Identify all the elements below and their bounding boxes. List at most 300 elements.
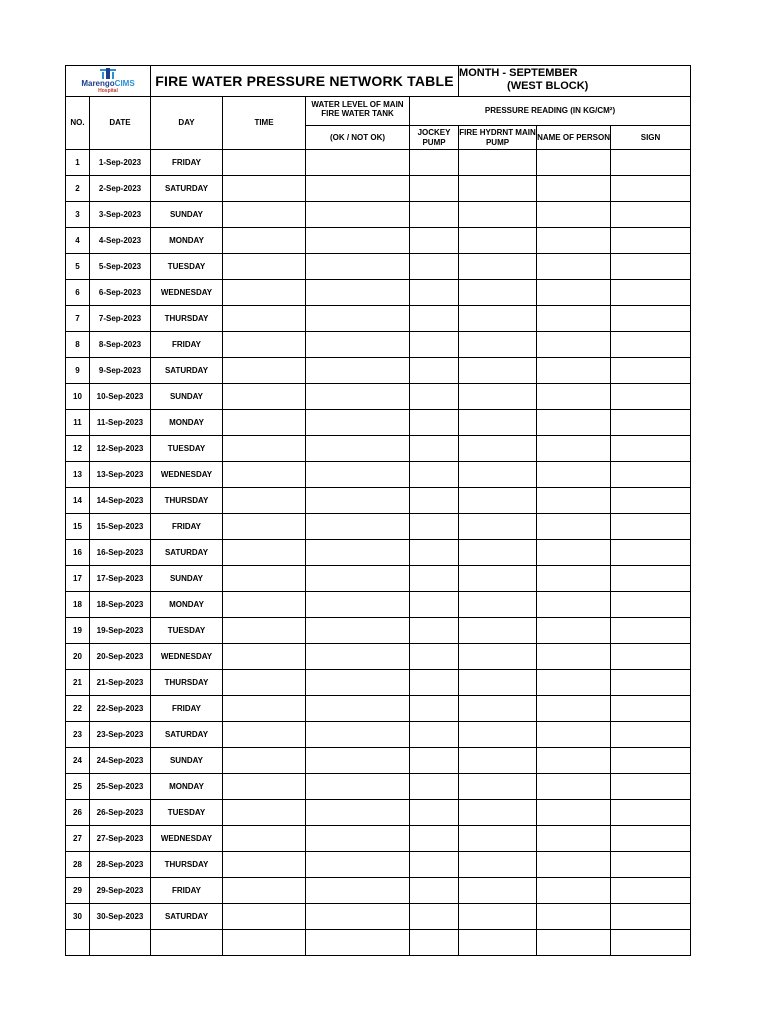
sign-entry-cell[interactable] bbox=[611, 150, 691, 176]
row-no: 2 bbox=[66, 176, 90, 202]
water-level-entry-cell[interactable] bbox=[306, 852, 410, 878]
row-date: 12-Sep-2023 bbox=[90, 436, 151, 462]
table-row bbox=[66, 618, 691, 644]
jockey-pump-entry-cell[interactable] bbox=[410, 150, 459, 176]
hospital-logo bbox=[66, 68, 150, 94]
col-header-day: DAY bbox=[151, 97, 223, 150]
water-level-entry-cell[interactable] bbox=[306, 592, 410, 618]
row-no: 19 bbox=[66, 618, 90, 644]
fire-hydrant-entry-cell[interactable] bbox=[459, 280, 537, 306]
col-header-pressure-reading: PRESSURE READING (IN KG/CM²) bbox=[410, 97, 691, 126]
jockey-pump-entry-cell[interactable] bbox=[410, 826, 459, 852]
row-no: 6 bbox=[66, 280, 90, 306]
sign-entry-cell[interactable] bbox=[611, 852, 691, 878]
table-row bbox=[66, 540, 691, 566]
row-no: 20 bbox=[66, 644, 90, 670]
table-row bbox=[66, 202, 691, 228]
row-no: 18 bbox=[66, 592, 90, 618]
row-date: 8-Sep-2023 bbox=[90, 332, 151, 358]
row-day: MONDAY bbox=[151, 228, 223, 254]
sign-entry-cell[interactable] bbox=[611, 722, 691, 748]
row-no: 10 bbox=[66, 384, 90, 410]
table-row bbox=[66, 826, 691, 852]
fire-hydrant-entry-cell[interactable] bbox=[459, 358, 537, 384]
jockey-pump-entry-cell[interactable] bbox=[410, 774, 459, 800]
name-of-person-entry-cell[interactable] bbox=[537, 436, 611, 462]
row-date: 5-Sep-2023 bbox=[90, 254, 151, 280]
sign-entry-cell[interactable] bbox=[611, 332, 691, 358]
jockey-pump-entry-cell[interactable] bbox=[410, 618, 459, 644]
row-date: 28-Sep-2023 bbox=[90, 852, 151, 878]
logo-brand-part2: CIMS bbox=[114, 79, 135, 88]
row-date: 19-Sep-2023 bbox=[90, 618, 151, 644]
row-date bbox=[90, 930, 151, 956]
row-no: 24 bbox=[66, 748, 90, 774]
water-level-entry-cell[interactable] bbox=[306, 410, 410, 436]
water-level-entry-cell[interactable] bbox=[306, 904, 410, 930]
sign-entry-cell[interactable] bbox=[611, 566, 691, 592]
water-level-entry-cell[interactable] bbox=[306, 748, 410, 774]
row-no: 5 bbox=[66, 254, 90, 280]
row-no: 17 bbox=[66, 566, 90, 592]
row-date: 30-Sep-2023 bbox=[90, 904, 151, 930]
row-day: TUESDAY bbox=[151, 800, 223, 826]
row-day: SATURDAY bbox=[151, 722, 223, 748]
row-day: THURSDAY bbox=[151, 488, 223, 514]
jockey-pump-entry-cell[interactable] bbox=[410, 644, 459, 670]
row-no: 29 bbox=[66, 878, 90, 904]
water-level-entry-cell[interactable] bbox=[306, 462, 410, 488]
water-level-entry-cell[interactable] bbox=[306, 930, 410, 956]
month-label: MONTH - SEPTEMBER bbox=[459, 67, 578, 79]
time-entry-cell[interactable] bbox=[223, 332, 306, 358]
time-entry-cell[interactable] bbox=[223, 306, 306, 332]
time-entry-cell[interactable] bbox=[223, 878, 306, 904]
name-of-person-entry-cell[interactable] bbox=[537, 670, 611, 696]
sign-entry-cell[interactable] bbox=[611, 930, 691, 956]
fire-hydrant-entry-cell[interactable] bbox=[459, 800, 537, 826]
water-level-entry-cell[interactable] bbox=[306, 150, 410, 176]
water-level-entry-cell[interactable] bbox=[306, 800, 410, 826]
time-entry-cell[interactable] bbox=[223, 852, 306, 878]
jockey-pump-entry-cell[interactable] bbox=[410, 514, 459, 540]
time-entry-cell[interactable] bbox=[223, 514, 306, 540]
jockey-pump-entry-cell[interactable] bbox=[410, 462, 459, 488]
time-entry-cell[interactable] bbox=[223, 904, 306, 930]
name-of-person-entry-cell[interactable] bbox=[537, 592, 611, 618]
month-cell bbox=[459, 66, 691, 97]
time-entry-cell[interactable] bbox=[223, 670, 306, 696]
time-entry-cell[interactable] bbox=[223, 410, 306, 436]
logo-brand-part1: Marengo bbox=[81, 79, 115, 88]
row-day: WEDNESDAY bbox=[151, 462, 223, 488]
row-date: 16-Sep-2023 bbox=[90, 540, 151, 566]
logo-mark-icon bbox=[97, 68, 119, 79]
table-row bbox=[66, 800, 691, 826]
row-date: 21-Sep-2023 bbox=[90, 670, 151, 696]
col-header-water-level: WATER LEVEL OF MAIN FIRE WATER TANK bbox=[306, 97, 410, 126]
row-day: FRIDAY bbox=[151, 696, 223, 722]
fire-hydrant-entry-cell[interactable] bbox=[459, 176, 537, 202]
water-level-entry-cell[interactable] bbox=[306, 384, 410, 410]
row-no: 23 bbox=[66, 722, 90, 748]
jockey-pump-entry-cell[interactable] bbox=[410, 306, 459, 332]
sign-entry-cell[interactable] bbox=[611, 514, 691, 540]
sign-entry-cell[interactable] bbox=[611, 774, 691, 800]
fire-hydrant-entry-cell[interactable] bbox=[459, 774, 537, 800]
name-of-person-entry-cell[interactable] bbox=[537, 618, 611, 644]
name-of-person-entry-cell[interactable] bbox=[537, 904, 611, 930]
table-row bbox=[66, 150, 691, 176]
logo-brand bbox=[81, 79, 134, 88]
fire-hydrant-entry-cell[interactable] bbox=[459, 514, 537, 540]
time-entry-cell[interactable] bbox=[223, 592, 306, 618]
name-of-person-entry-cell[interactable] bbox=[537, 306, 611, 332]
sign-entry-cell[interactable] bbox=[611, 670, 691, 696]
time-entry-cell[interactable] bbox=[223, 358, 306, 384]
table-row bbox=[66, 410, 691, 436]
sign-entry-cell[interactable] bbox=[611, 800, 691, 826]
fire-hydrant-entry-cell[interactable] bbox=[459, 306, 537, 332]
name-of-person-entry-cell[interactable] bbox=[537, 566, 611, 592]
fire-hydrant-entry-cell[interactable] bbox=[459, 904, 537, 930]
jockey-pump-entry-cell[interactable] bbox=[410, 722, 459, 748]
row-day: TUESDAY bbox=[151, 436, 223, 462]
row-day: SUNDAY bbox=[151, 384, 223, 410]
row-date: 10-Sep-2023 bbox=[90, 384, 151, 410]
row-date: 7-Sep-2023 bbox=[90, 306, 151, 332]
row-no: 9 bbox=[66, 358, 90, 384]
header-row-1 bbox=[66, 97, 691, 126]
fire-hydrant-entry-cell[interactable] bbox=[459, 644, 537, 670]
row-no: 12 bbox=[66, 436, 90, 462]
name-of-person-entry-cell[interactable] bbox=[537, 514, 611, 540]
name-of-person-entry-cell[interactable] bbox=[537, 410, 611, 436]
row-date: 3-Sep-2023 bbox=[90, 202, 151, 228]
sign-entry-cell[interactable] bbox=[611, 878, 691, 904]
fire-hydrant-entry-cell[interactable] bbox=[459, 228, 537, 254]
row-day: SATURDAY bbox=[151, 904, 223, 930]
row-no: 25 bbox=[66, 774, 90, 800]
row-date: 22-Sep-2023 bbox=[90, 696, 151, 722]
col-header-date: DATE bbox=[90, 97, 151, 150]
water-level-entry-cell[interactable] bbox=[306, 540, 410, 566]
water-level-entry-cell[interactable] bbox=[306, 566, 410, 592]
sign-entry-cell[interactable] bbox=[611, 644, 691, 670]
row-date: 23-Sep-2023 bbox=[90, 722, 151, 748]
row-no: 8 bbox=[66, 332, 90, 358]
col-header-ok-not-ok: (OK / NOT OK) bbox=[306, 126, 410, 150]
table-row bbox=[66, 436, 691, 462]
name-of-person-entry-cell[interactable] bbox=[537, 254, 611, 280]
water-level-entry-cell[interactable] bbox=[306, 280, 410, 306]
row-date: 17-Sep-2023 bbox=[90, 566, 151, 592]
table-row bbox=[66, 722, 691, 748]
row-no: 7 bbox=[66, 306, 90, 332]
time-entry-cell[interactable] bbox=[223, 800, 306, 826]
fire-hydrant-entry-cell[interactable] bbox=[459, 384, 537, 410]
sign-entry-cell[interactable] bbox=[611, 540, 691, 566]
row-date: 27-Sep-2023 bbox=[90, 826, 151, 852]
water-level-entry-cell[interactable] bbox=[306, 332, 410, 358]
jockey-pump-entry-cell[interactable] bbox=[410, 384, 459, 410]
row-no: 26 bbox=[66, 800, 90, 826]
jockey-pump-entry-cell[interactable] bbox=[410, 930, 459, 956]
col-header-jockey-pump: JOCKEY PUMP bbox=[410, 126, 459, 150]
jockey-pump-entry-cell[interactable] bbox=[410, 670, 459, 696]
fire-hydrant-entry-cell[interactable] bbox=[459, 540, 537, 566]
fire-hydrant-entry-cell[interactable] bbox=[459, 930, 537, 956]
fire-hydrant-entry-cell[interactable] bbox=[459, 462, 537, 488]
jockey-pump-entry-cell[interactable] bbox=[410, 800, 459, 826]
time-entry-cell[interactable] bbox=[223, 722, 306, 748]
water-level-entry-cell[interactable] bbox=[306, 618, 410, 644]
name-of-person-entry-cell[interactable] bbox=[537, 852, 611, 878]
jockey-pump-entry-cell[interactable] bbox=[410, 358, 459, 384]
fire-hydrant-entry-cell[interactable] bbox=[459, 722, 537, 748]
fire-hydrant-entry-cell[interactable] bbox=[459, 670, 537, 696]
row-date: 14-Sep-2023 bbox=[90, 488, 151, 514]
time-entry-cell[interactable] bbox=[223, 176, 306, 202]
fire-hydrant-entry-cell[interactable] bbox=[459, 254, 537, 280]
name-of-person-entry-cell[interactable] bbox=[537, 800, 611, 826]
jockey-pump-entry-cell[interactable] bbox=[410, 904, 459, 930]
name-of-person-entry-cell[interactable] bbox=[537, 176, 611, 202]
name-of-person-entry-cell[interactable] bbox=[537, 228, 611, 254]
fire-hydrant-entry-cell[interactable] bbox=[459, 826, 537, 852]
water-level-entry-cell[interactable] bbox=[306, 878, 410, 904]
time-entry-cell[interactable] bbox=[223, 644, 306, 670]
fire-hydrant-entry-cell[interactable] bbox=[459, 748, 537, 774]
water-level-entry-cell[interactable] bbox=[306, 774, 410, 800]
row-no bbox=[66, 930, 90, 956]
row-no: 11 bbox=[66, 410, 90, 436]
water-level-entry-cell[interactable] bbox=[306, 306, 410, 332]
name-of-person-entry-cell[interactable] bbox=[537, 696, 611, 722]
jockey-pump-entry-cell[interactable] bbox=[410, 696, 459, 722]
time-entry-cell[interactable] bbox=[223, 436, 306, 462]
jockey-pump-entry-cell[interactable] bbox=[410, 878, 459, 904]
table-row bbox=[66, 384, 691, 410]
table-row bbox=[66, 332, 691, 358]
fire-hydrant-entry-cell[interactable] bbox=[459, 852, 537, 878]
row-day: SUNDAY bbox=[151, 566, 223, 592]
row-no: 22 bbox=[66, 696, 90, 722]
fire-hydrant-entry-cell[interactable] bbox=[459, 332, 537, 358]
sign-entry-cell[interactable] bbox=[611, 462, 691, 488]
row-no: 27 bbox=[66, 826, 90, 852]
row-day: TUESDAY bbox=[151, 618, 223, 644]
row-day: SATURDAY bbox=[151, 358, 223, 384]
col-header-name-of-person: NAME OF PERSON bbox=[537, 126, 611, 150]
water-level-entry-cell[interactable] bbox=[306, 514, 410, 540]
table-row bbox=[66, 852, 691, 878]
row-day: THURSDAY bbox=[151, 852, 223, 878]
water-level-entry-cell[interactable] bbox=[306, 644, 410, 670]
row-date: 18-Sep-2023 bbox=[90, 592, 151, 618]
sign-entry-cell[interactable] bbox=[611, 228, 691, 254]
name-of-person-entry-cell[interactable] bbox=[537, 150, 611, 176]
fire-hydrant-entry-cell[interactable] bbox=[459, 592, 537, 618]
jockey-pump-entry-cell[interactable] bbox=[410, 254, 459, 280]
col-header-no: NO. bbox=[66, 97, 90, 150]
jockey-pump-entry-cell[interactable] bbox=[410, 410, 459, 436]
row-day: SUNDAY bbox=[151, 748, 223, 774]
row-no: 30 bbox=[66, 904, 90, 930]
row-day: TUESDAY bbox=[151, 254, 223, 280]
name-of-person-entry-cell[interactable] bbox=[537, 462, 611, 488]
table-row bbox=[66, 670, 691, 696]
jockey-pump-entry-cell[interactable] bbox=[410, 176, 459, 202]
table-row bbox=[66, 904, 691, 930]
water-level-entry-cell[interactable] bbox=[306, 722, 410, 748]
sign-entry-cell[interactable] bbox=[611, 826, 691, 852]
time-entry-cell[interactable] bbox=[223, 930, 306, 956]
time-entry-cell[interactable] bbox=[223, 696, 306, 722]
water-level-entry-cell[interactable] bbox=[306, 826, 410, 852]
name-of-person-entry-cell[interactable] bbox=[537, 280, 611, 306]
fire-hydrant-entry-cell[interactable] bbox=[459, 696, 537, 722]
name-of-person-entry-cell[interactable] bbox=[537, 878, 611, 904]
table-row bbox=[66, 514, 691, 540]
row-date: 4-Sep-2023 bbox=[90, 228, 151, 254]
sign-entry-cell[interactable] bbox=[611, 904, 691, 930]
fire-hydrant-entry-cell[interactable] bbox=[459, 618, 537, 644]
table-row bbox=[66, 254, 691, 280]
time-entry-cell[interactable] bbox=[223, 202, 306, 228]
time-entry-cell[interactable] bbox=[223, 826, 306, 852]
table-row bbox=[66, 774, 691, 800]
row-day: SATURDAY bbox=[151, 540, 223, 566]
time-entry-cell[interactable] bbox=[223, 540, 306, 566]
time-entry-cell[interactable] bbox=[223, 280, 306, 306]
name-of-person-entry-cell[interactable] bbox=[537, 722, 611, 748]
row-day: THURSDAY bbox=[151, 670, 223, 696]
jockey-pump-entry-cell[interactable] bbox=[410, 436, 459, 462]
fire-hydrant-entry-cell[interactable] bbox=[459, 410, 537, 436]
fire-hydrant-entry-cell[interactable] bbox=[459, 878, 537, 904]
jockey-pump-entry-cell[interactable] bbox=[410, 228, 459, 254]
time-entry-cell[interactable] bbox=[223, 254, 306, 280]
water-level-entry-cell[interactable] bbox=[306, 488, 410, 514]
sign-entry-cell[interactable] bbox=[611, 696, 691, 722]
name-of-person-entry-cell[interactable] bbox=[537, 930, 611, 956]
time-entry-cell[interactable] bbox=[223, 618, 306, 644]
water-level-entry-cell[interactable] bbox=[306, 358, 410, 384]
sign-entry-cell[interactable] bbox=[611, 618, 691, 644]
sign-entry-cell[interactable] bbox=[611, 488, 691, 514]
row-date: 9-Sep-2023 bbox=[90, 358, 151, 384]
fire-water-pressure-table bbox=[65, 65, 691, 956]
table-row bbox=[66, 696, 691, 722]
block-label: (WEST BLOCK) bbox=[507, 80, 589, 92]
time-entry-cell[interactable] bbox=[223, 774, 306, 800]
col-header-time: TIME bbox=[223, 97, 306, 150]
sign-entry-cell[interactable] bbox=[611, 410, 691, 436]
time-entry-cell[interactable] bbox=[223, 488, 306, 514]
time-entry-cell[interactable] bbox=[223, 150, 306, 176]
sign-entry-cell[interactable] bbox=[611, 748, 691, 774]
table-row bbox=[66, 930, 691, 956]
sign-entry-cell[interactable] bbox=[611, 384, 691, 410]
water-level-entry-cell[interactable] bbox=[306, 436, 410, 462]
name-of-person-entry-cell[interactable] bbox=[537, 202, 611, 228]
fire-hydrant-entry-cell[interactable] bbox=[459, 202, 537, 228]
table-row bbox=[66, 592, 691, 618]
row-date: 24-Sep-2023 bbox=[90, 748, 151, 774]
jockey-pump-entry-cell[interactable] bbox=[410, 592, 459, 618]
time-entry-cell[interactable] bbox=[223, 462, 306, 488]
jockey-pump-entry-cell[interactable] bbox=[410, 488, 459, 514]
sign-entry-cell[interactable] bbox=[611, 176, 691, 202]
water-level-entry-cell[interactable] bbox=[306, 228, 410, 254]
table-row bbox=[66, 878, 691, 904]
name-of-person-entry-cell[interactable] bbox=[537, 332, 611, 358]
row-day: FRIDAY bbox=[151, 150, 223, 176]
table-row bbox=[66, 644, 691, 670]
row-date: 20-Sep-2023 bbox=[90, 644, 151, 670]
fire-hydrant-entry-cell[interactable] bbox=[459, 566, 537, 592]
page-title: FIRE WATER PRESSURE NETWORK TABLE bbox=[151, 66, 459, 97]
sign-entry-cell[interactable] bbox=[611, 592, 691, 618]
sign-entry-cell[interactable] bbox=[611, 254, 691, 280]
time-entry-cell[interactable] bbox=[223, 748, 306, 774]
name-of-person-entry-cell[interactable] bbox=[537, 748, 611, 774]
water-level-entry-cell[interactable] bbox=[306, 202, 410, 228]
water-level-entry-cell[interactable] bbox=[306, 176, 410, 202]
name-of-person-entry-cell[interactable] bbox=[537, 774, 611, 800]
water-level-entry-cell[interactable] bbox=[306, 696, 410, 722]
fire-hydrant-entry-cell[interactable] bbox=[459, 488, 537, 514]
sign-entry-cell[interactable] bbox=[611, 280, 691, 306]
jockey-pump-entry-cell[interactable] bbox=[410, 566, 459, 592]
water-level-entry-cell[interactable] bbox=[306, 254, 410, 280]
jockey-pump-entry-cell[interactable] bbox=[410, 202, 459, 228]
table-row bbox=[66, 462, 691, 488]
jockey-pump-entry-cell[interactable] bbox=[410, 280, 459, 306]
row-no: 15 bbox=[66, 514, 90, 540]
time-entry-cell[interactable] bbox=[223, 228, 306, 254]
table-row bbox=[66, 228, 691, 254]
name-of-person-entry-cell[interactable] bbox=[537, 644, 611, 670]
water-level-entry-cell[interactable] bbox=[306, 670, 410, 696]
sign-entry-cell[interactable] bbox=[611, 306, 691, 332]
jockey-pump-entry-cell[interactable] bbox=[410, 332, 459, 358]
jockey-pump-entry-cell[interactable] bbox=[410, 748, 459, 774]
row-day: MONDAY bbox=[151, 592, 223, 618]
time-entry-cell[interactable] bbox=[223, 384, 306, 410]
time-entry-cell[interactable] bbox=[223, 566, 306, 592]
name-of-person-entry-cell[interactable] bbox=[537, 826, 611, 852]
sign-entry-cell[interactable] bbox=[611, 202, 691, 228]
jockey-pump-entry-cell[interactable] bbox=[410, 540, 459, 566]
name-of-person-entry-cell[interactable] bbox=[537, 540, 611, 566]
name-of-person-entry-cell[interactable] bbox=[537, 488, 611, 514]
row-date: 2-Sep-2023 bbox=[90, 176, 151, 202]
name-of-person-entry-cell[interactable] bbox=[537, 358, 611, 384]
table-row bbox=[66, 488, 691, 514]
row-day bbox=[151, 930, 223, 956]
name-of-person-entry-cell[interactable] bbox=[537, 384, 611, 410]
fire-hydrant-entry-cell[interactable] bbox=[459, 436, 537, 462]
jockey-pump-entry-cell[interactable] bbox=[410, 852, 459, 878]
row-date: 13-Sep-2023 bbox=[90, 462, 151, 488]
row-no: 16 bbox=[66, 540, 90, 566]
fire-hydrant-entry-cell[interactable] bbox=[459, 150, 537, 176]
sign-entry-cell[interactable] bbox=[611, 358, 691, 384]
sign-entry-cell[interactable] bbox=[611, 436, 691, 462]
row-day: MONDAY bbox=[151, 410, 223, 436]
